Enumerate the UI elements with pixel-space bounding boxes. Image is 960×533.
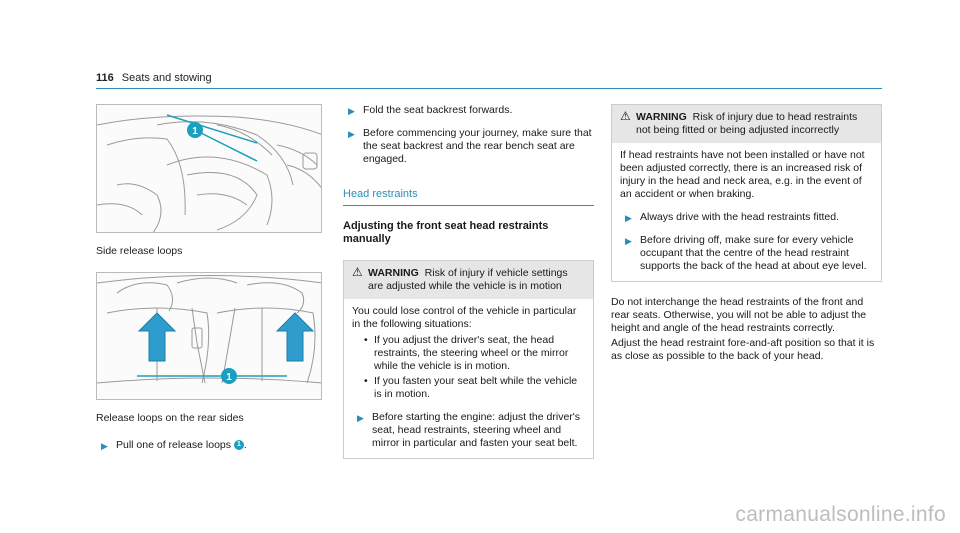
warning-step — [620, 211, 873, 224]
step-text: Before driving off, make sure for every vehicle occupant that the centre of the head restraint supports the back of the head at about eye level. — [640, 234, 867, 272]
step-text: Always drive with the head restraints fitted. — [640, 211, 840, 223]
figure1-caption: Side release loops — [96, 245, 183, 257]
figure-side-release-loops — [96, 104, 322, 233]
warning-box — [611, 104, 882, 282]
list-item: • If you adjust the driver's seat, the head restraints, the steering wheel or the mirror while the vehicle is in motion. — [364, 334, 585, 373]
warning-bullet-list — [352, 334, 585, 401]
column-right — [611, 104, 882, 363]
warning-box — [343, 260, 594, 459]
up-arrow-left-icon — [139, 313, 175, 361]
step-arrow-icon: ▶ — [348, 129, 355, 139]
step-check-engaged — [343, 127, 594, 166]
step-text: Pull one of release loops — [116, 439, 231, 451]
warning-title: Risk of injury due to head restraints not being fitted or being adjusted incorrectly — [636, 111, 858, 136]
rear-seat-side-illustration — [97, 105, 322, 233]
step-callout: 1 — [234, 440, 244, 450]
step-text: Before starting the engine: adjust the driver's seat, head restraints, steering wheel and mirror in particular and fasten your seat belt. — [372, 411, 581, 449]
column-left — [96, 104, 322, 452]
callout-number: 1 — [192, 126, 198, 137]
step-arrow-icon: ▶ — [348, 106, 355, 116]
step-text: Before commencing your journey, make sure that the seat backrest and the rear bench seat are engaged. — [363, 127, 592, 165]
warning-triangle-icon: ⚠ — [620, 109, 631, 123]
step-pull-release-loop — [96, 439, 322, 452]
warning-intro: If head restraints have not been installed or have not been adjusted correctly, there is an increased risk of injury in the head and neck area, e.g. in the event of an accident or when braking. — [620, 149, 865, 200]
section-name: Seats and stowing — [121, 72, 212, 84]
warning-label: WARNING — [636, 111, 687, 123]
paragraph: Do not interchange the head restraints of the front and rear seats. Otherwise, you will not be able to adjust the height and angle of the head restraints correctly. — [611, 296, 867, 334]
step-text: Fold the seat backrest forwards. — [363, 104, 513, 116]
step-fold-backrest — [343, 104, 594, 117]
warning-step — [352, 411, 585, 450]
warning-header — [612, 105, 881, 143]
header-rule — [96, 88, 882, 89]
step-arrow-icon: ▶ — [625, 213, 632, 223]
up-arrow-right-icon — [277, 313, 313, 361]
rear-bench-illustration — [97, 273, 322, 400]
subsection-title: Adjusting the front seat head restraints manually — [343, 220, 549, 245]
warning-header — [344, 261, 593, 299]
figure-rear-release-loops — [96, 272, 322, 400]
page-header — [96, 72, 212, 84]
warning-title: Risk of injury if vehicle settings are adjusted while the vehicle is in motion — [368, 267, 568, 292]
watermark: carmanualsonline.info — [735, 503, 946, 526]
callout-number: 1 — [226, 372, 232, 383]
warning-step — [620, 234, 873, 273]
paragraph: Adjust the head restraint fore-and-aft position so that it is as close as possible to the back of your head. — [611, 337, 875, 362]
warning-body — [344, 299, 593, 458]
warning-label: WARNING — [368, 267, 419, 279]
page-number: 116 — [96, 72, 114, 84]
list-item: • If you fasten your seat belt while the vehicle is in motion. — [364, 375, 585, 401]
step-end: . — [243, 439, 247, 451]
section-title: Head restraints — [343, 188, 594, 206]
step-arrow-icon: ▶ — [625, 236, 632, 246]
warning-body — [612, 143, 881, 281]
warning-triangle-icon: ⚠ — [352, 265, 363, 279]
figure2-caption: Release loops on the rear sides — [96, 412, 244, 424]
warning-intro: You could lose control of the vehicle in particular in the following situations: — [352, 305, 577, 330]
column-middle — [343, 104, 594, 459]
step-arrow-icon: ▶ — [357, 413, 364, 423]
step-arrow-icon: ▶ — [101, 441, 108, 451]
